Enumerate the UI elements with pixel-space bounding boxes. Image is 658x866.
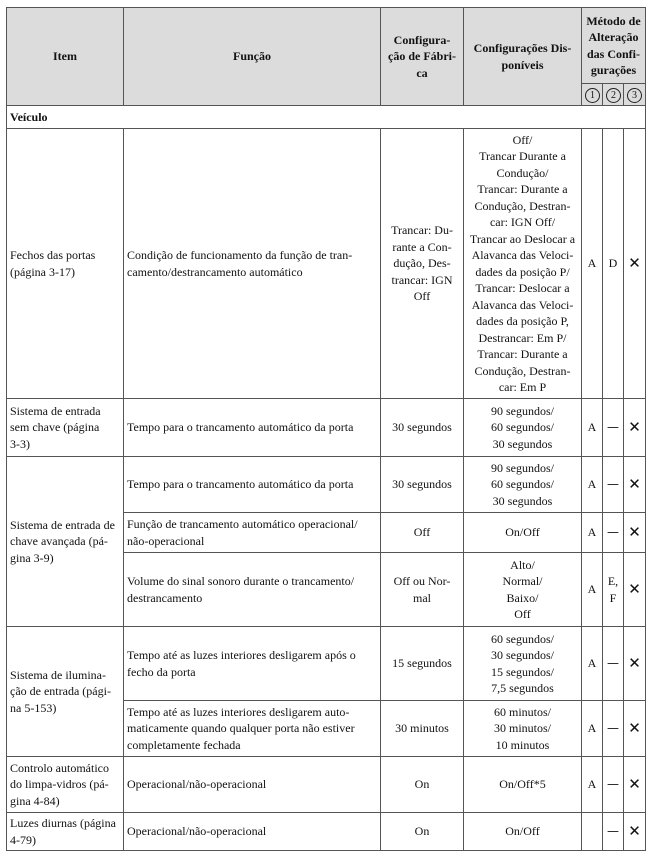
x-mark-icon: ✕ [628, 821, 641, 840]
table-row [7, 129, 646, 399]
method-1-cell: A [582, 457, 603, 513]
section-title: Veículo [7, 106, 646, 129]
fabrica-cell: Off ou Nor- mal [381, 553, 464, 627]
section-row [7, 106, 646, 129]
method-3-cell [624, 757, 646, 813]
x-mark-icon: ✕ [628, 417, 641, 436]
item-cell: Sistema de ilumina- ção de entrada (pági- na 5-153) [7, 627, 124, 757]
method-3-cell [624, 553, 646, 627]
method-1-cell: A [582, 627, 603, 701]
funcao-cell: Tempo para o trancamento automático da porta [124, 457, 381, 513]
disponiveis-cell: Alto/ Normal/ Baixo/ Off [464, 553, 582, 627]
method-1-cell: A [582, 701, 603, 757]
method-1-cell: A [582, 757, 603, 813]
fabrica-cell: 15 segundos [381, 627, 464, 701]
method-1-cell: A [582, 129, 603, 399]
method-3-cell [624, 129, 646, 399]
table-row [7, 399, 646, 457]
method-1-cell: A [582, 399, 603, 457]
x-mark-icon: ✕ [628, 718, 641, 737]
fabrica-cell: 30 minutos [381, 701, 464, 757]
header-row [7, 8, 646, 84]
method-2-cell: — [603, 813, 624, 851]
method-1-cell: A [582, 553, 603, 627]
funcao-cell: Tempo até as luzes interiores desligarem após o fecho da porta [124, 627, 381, 701]
disponiveis-cell: 60 segundos/ 30 segundos/ 15 segundos/ 7,5 segundos [464, 627, 582, 701]
method-2-cell: — [603, 701, 624, 757]
disponiveis-cell: 90 segundos/ 60 segundos/ 30 segundos [464, 457, 582, 513]
fabrica-cell: On [381, 813, 464, 851]
item-cell: Fechos das portas (página 3-17) [7, 129, 124, 399]
fabrica-cell: 30 segundos [381, 457, 464, 513]
funcao-cell: Tempo para o trancamento automático da porta [124, 399, 381, 457]
x-mark-icon: ✕ [628, 253, 641, 272]
header-config-disponiveis: Configurações Dis- poníveis [464, 8, 582, 106]
header-method-3 [624, 84, 646, 106]
disponiveis-cell: 90 segundos/ 60 segundos/ 30 segundos [464, 399, 582, 457]
header-item: Item [7, 8, 124, 106]
method-3-cell [624, 399, 646, 457]
item-cell: Sistema de entrada sem chave (página 3-3) [7, 399, 124, 457]
circled-one-icon: 1 [585, 88, 600, 103]
method-2-cell: D [603, 129, 624, 399]
table-row [7, 627, 646, 701]
x-mark-icon: ✕ [628, 522, 641, 541]
method-2-cell: — [603, 457, 624, 513]
funcao-cell: Condição de funcionamento da função de tran- camento/destrancamento automático [124, 129, 381, 399]
funcao-cell: Volume do sinal sonoro durante o trancamento/ destrancamento [124, 553, 381, 627]
method-3-cell [624, 701, 646, 757]
funcao-cell: Função de trancamento automático operacional/ não-operacional [124, 513, 381, 553]
settings-table [6, 7, 646, 851]
circled-two-icon: 2 [606, 88, 621, 103]
disponiveis-cell: On/Off [464, 513, 582, 553]
method-2-cell: — [603, 399, 624, 457]
table-row [7, 757, 646, 813]
table-row [7, 457, 646, 513]
circled-three-icon: 3 [627, 88, 642, 103]
header-config-fabrica: Configura- ção de Fábri- ca [381, 8, 464, 106]
method-2-cell: E, F [603, 553, 624, 627]
x-mark-icon: ✕ [628, 774, 641, 793]
item-cell: Sistema de entrada de chave avançada (pá- gina 3-9) [7, 457, 124, 627]
header-funcao: Função [124, 8, 381, 106]
method-2-cell: — [603, 513, 624, 553]
header-method-1 [582, 84, 603, 106]
funcao-cell: Operacional/não-operacional [124, 757, 381, 813]
method-3-cell [624, 627, 646, 701]
method-2-cell: — [603, 627, 624, 701]
x-mark-icon: ✕ [628, 474, 641, 493]
disponiveis-cell: Off/ Trancar Durante a Condução/ Trancar: Durante a Condução, Destran- car: IGN Off/ Trancar ao Deslocar a Alavanca das Veloci- dades da posição P/ Trancar: Deslocar a Alavanca das Veloci- dades da posição P, Destrancar: Em P/ Trancar: Durante a Condução, Destran- car: Em P [464, 129, 582, 399]
method-1-cell: A [582, 513, 603, 553]
method-2-cell: — [603, 757, 624, 813]
method-3-cell [624, 813, 646, 851]
funcao-cell: Tempo até as luzes interiores desligarem auto- maticamente quando qualquer porta não estiver completamente fechada [124, 701, 381, 757]
disponiveis-cell: 60 minutos/ 30 minutos/ 10 minutos [464, 701, 582, 757]
method-3-cell [624, 457, 646, 513]
fabrica-cell: Trancar: Du- rante a Con- dução, Des- trancar: IGN Off [381, 129, 464, 399]
x-mark-icon: ✕ [628, 579, 641, 598]
fabrica-cell: 30 segundos [381, 399, 464, 457]
header-metodo: Método de Alteração das Confi- gurações [582, 8, 646, 84]
disponiveis-cell: On/Off*5 [464, 757, 582, 813]
header-method-2 [603, 84, 624, 106]
x-mark-icon: ✕ [628, 653, 641, 672]
fabrica-cell: On [381, 757, 464, 813]
method-3-cell [624, 513, 646, 553]
fabrica-cell: Off [381, 513, 464, 553]
table-row [7, 813, 646, 851]
funcao-cell: Operacional/não-operacional [124, 813, 381, 851]
disponiveis-cell: On/Off [464, 813, 582, 851]
item-cell: Controlo automático do limpa-vidros (pá- gina 4-84) [7, 757, 124, 813]
method-1-cell [582, 813, 603, 851]
item-cell: Luzes diurnas (página 4-79) [7, 813, 124, 851]
